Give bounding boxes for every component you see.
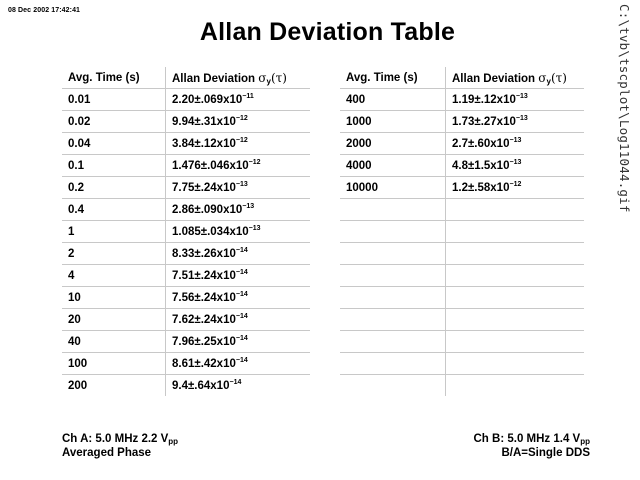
deviation-value: 1.19±.12x10 [452, 93, 516, 106]
deviation-value: 4.8±1.5x10 [452, 159, 510, 172]
deviation-value: 3.84±.12x10 [172, 137, 236, 150]
deviation-value: 7.96±.25x10 [172, 335, 236, 348]
allan-deviation-cell [166, 309, 311, 331]
table-row [340, 221, 584, 243]
table-row [340, 331, 584, 353]
allan-deviation-cell [446, 111, 585, 133]
avg-time-cell: 400 [340, 89, 446, 111]
deviation-value: 9.94±.31x10 [172, 115, 236, 128]
table-row [62, 287, 310, 309]
allan-deviation-cell [446, 199, 585, 221]
deviation-value: 2.7±.60x10 [452, 137, 510, 150]
avg-time-cell: 10000 [340, 177, 446, 199]
header-allan-deviation [446, 67, 585, 89]
allan-deviation-cell [166, 287, 311, 309]
channel-a-mode: Averaged Phase [62, 447, 152, 459]
allan-table-right [340, 67, 584, 396]
allan-deviation-cell [166, 111, 311, 133]
table-row [62, 89, 310, 111]
avg-time-cell: 4 [62, 265, 166, 287]
tau-symbol: (τ) [550, 70, 567, 85]
allan-deviation-cell [446, 287, 585, 309]
avg-time-cell: 0.02 [62, 111, 166, 133]
deviation-value: 2.20±.069x10 [172, 93, 243, 106]
avg-time-cell: 1000 [340, 111, 446, 133]
avg-time-cell: 40 [62, 331, 166, 353]
table-row [340, 177, 584, 199]
deviation-exponent: −12 [248, 158, 261, 166]
deviation-value: 8.33±.26x10 [172, 247, 236, 260]
deviation-value: 7.51±.24x10 [172, 269, 236, 282]
avg-time-cell: 100 [62, 353, 166, 375]
table-row [62, 199, 310, 221]
deviation-exponent: −13 [515, 114, 528, 122]
table-row [62, 133, 310, 155]
sigma-subscript: y [266, 76, 271, 86]
table-row [62, 353, 310, 375]
allan-deviation-cell [446, 265, 585, 287]
table-row [62, 309, 310, 331]
allan-table-left [62, 67, 310, 396]
header-avg-time: Avg. Time (s) [62, 67, 166, 89]
sigma-symbol: σ [258, 70, 267, 85]
deviation-exponent: −14 [229, 378, 242, 386]
channel-a-unit-sub: pp [168, 437, 179, 446]
deviation-value: 1.2±.58x10 [452, 181, 510, 194]
avg-time-cell: 200 [62, 375, 166, 397]
deviation-exponent: −14 [235, 268, 248, 276]
avg-time-cell: 20 [62, 309, 166, 331]
avg-time-cell: 0.01 [62, 89, 166, 111]
allan-deviation-cell [446, 309, 585, 331]
table-row [340, 155, 584, 177]
table-row [62, 155, 310, 177]
deviation-exponent: −13 [248, 224, 261, 232]
avg-time-cell: 0.1 [62, 155, 166, 177]
deviation-exponent: −14 [235, 290, 248, 298]
header-allan-label: Allan Deviation [452, 72, 536, 85]
deviation-exponent: −12 [235, 136, 248, 144]
allan-deviation-cell [446, 221, 585, 243]
deviation-exponent: −14 [235, 334, 248, 342]
deviation-exponent: −13 [242, 202, 255, 210]
table-row [62, 265, 310, 287]
channel-b-settings: Ch B: 5.0 MHz 1.4 V [473, 433, 581, 445]
avg-time-cell: 4000 [340, 155, 446, 177]
channel-a-info [62, 432, 178, 460]
allan-deviation-cell [446, 243, 585, 265]
allan-deviation-cell [446, 331, 585, 353]
channel-a-line [62, 432, 178, 446]
deviation-exponent: −14 [235, 312, 248, 320]
channel-b-info [430, 432, 590, 460]
sigma-symbol: σ [538, 70, 547, 85]
table-row [340, 309, 584, 331]
deviation-value: 1.73±.27x10 [452, 115, 516, 128]
page-title: Allan Deviation Table [199, 18, 456, 46]
avg-time-cell: 0.04 [62, 133, 166, 155]
deviation-exponent: −12 [509, 180, 522, 188]
allan-deviation-cell [446, 155, 585, 177]
channel-b-mode: B/A=Single DDS [501, 447, 590, 459]
channel-b-line [430, 432, 590, 446]
table-row [340, 133, 584, 155]
avg-time-cell [340, 199, 446, 221]
allan-deviation-cell [166, 375, 311, 397]
allan-deviation-cell [446, 177, 585, 199]
avg-time-cell: 0.4 [62, 199, 166, 221]
allan-deviation-cell [166, 265, 311, 287]
allan-deviation-cell [166, 177, 311, 199]
sigma-subscript: y [546, 76, 551, 86]
allan-deviation-cell [446, 89, 585, 111]
header-allan-deviation [166, 67, 311, 89]
table-header-row [62, 67, 310, 89]
table-row [340, 265, 584, 287]
avg-time-cell: 1 [62, 221, 166, 243]
deviation-exponent: −13 [509, 158, 522, 166]
allan-deviation-cell [446, 353, 585, 375]
allan-deviation-cell [166, 155, 311, 177]
allan-deviation-cell [446, 375, 585, 397]
table-row [340, 353, 584, 375]
deviation-value: 1.085±.034x10 [172, 225, 249, 238]
file-path-label: C:\tvb\tscplot\Log11044.gif [617, 4, 632, 213]
allan-deviation-cell [166, 331, 311, 353]
table-row [62, 375, 310, 397]
avg-time-cell: 2000 [340, 133, 446, 155]
table-row [340, 375, 584, 397]
avg-time-cell [340, 353, 446, 375]
header-allan-label: Allan Deviation [172, 72, 256, 85]
tau-symbol: (τ) [270, 70, 287, 85]
deviation-exponent: −14 [235, 246, 248, 254]
avg-time-cell [340, 375, 446, 397]
deviation-value: 7.56±.24x10 [172, 291, 236, 304]
table-row [62, 177, 310, 199]
table-row [340, 111, 584, 133]
allan-deviation-cell [166, 199, 311, 221]
deviation-exponent: −11 [242, 92, 254, 100]
header-avg-time: Avg. Time (s) [340, 67, 446, 89]
table-row [62, 331, 310, 353]
deviation-exponent: −12 [235, 114, 248, 122]
deviation-exponent: −14 [235, 356, 248, 364]
deviation-value: 9.4±.64x10 [172, 379, 230, 392]
allan-deviation-cell [446, 133, 585, 155]
allan-deviation-cell [166, 221, 311, 243]
table-row [340, 243, 584, 265]
avg-time-cell [340, 287, 446, 309]
avg-time-cell [340, 221, 446, 243]
timestamp: 08 Dec 2002 17:42:41 [8, 7, 81, 14]
avg-time-cell [340, 243, 446, 265]
allan-deviation-cell [166, 243, 311, 265]
avg-time-cell [340, 265, 446, 287]
deviation-value: 1.476±.046x10 [172, 159, 249, 172]
allan-deviation-cell [166, 133, 311, 155]
deviation-value: 2.86±.090x10 [172, 203, 243, 216]
table-row [340, 89, 584, 111]
channel-a-settings: Ch A: 5.0 MHz 2.2 V [62, 433, 169, 445]
deviation-value: 7.75±.24x10 [172, 181, 236, 194]
avg-time-cell: 10 [62, 287, 166, 309]
allan-deviation-cell [166, 89, 311, 111]
table-header-row [340, 67, 584, 89]
table-row [62, 221, 310, 243]
avg-time-cell: 2 [62, 243, 166, 265]
deviation-exponent: −13 [235, 180, 248, 188]
table-row [62, 243, 310, 265]
table-row [62, 111, 310, 133]
table-row [340, 287, 584, 309]
avg-time-cell [340, 331, 446, 353]
deviation-value: 8.61±.42x10 [172, 357, 236, 370]
table-row [340, 199, 584, 221]
deviation-value: 7.62±.24x10 [172, 313, 236, 326]
deviation-exponent: −13 [515, 92, 528, 100]
deviation-exponent: −13 [509, 136, 522, 144]
avg-time-cell [340, 309, 446, 331]
allan-deviation-cell [166, 353, 311, 375]
channel-b-unit-sub: pp [580, 437, 590, 446]
avg-time-cell: 0.2 [62, 177, 166, 199]
